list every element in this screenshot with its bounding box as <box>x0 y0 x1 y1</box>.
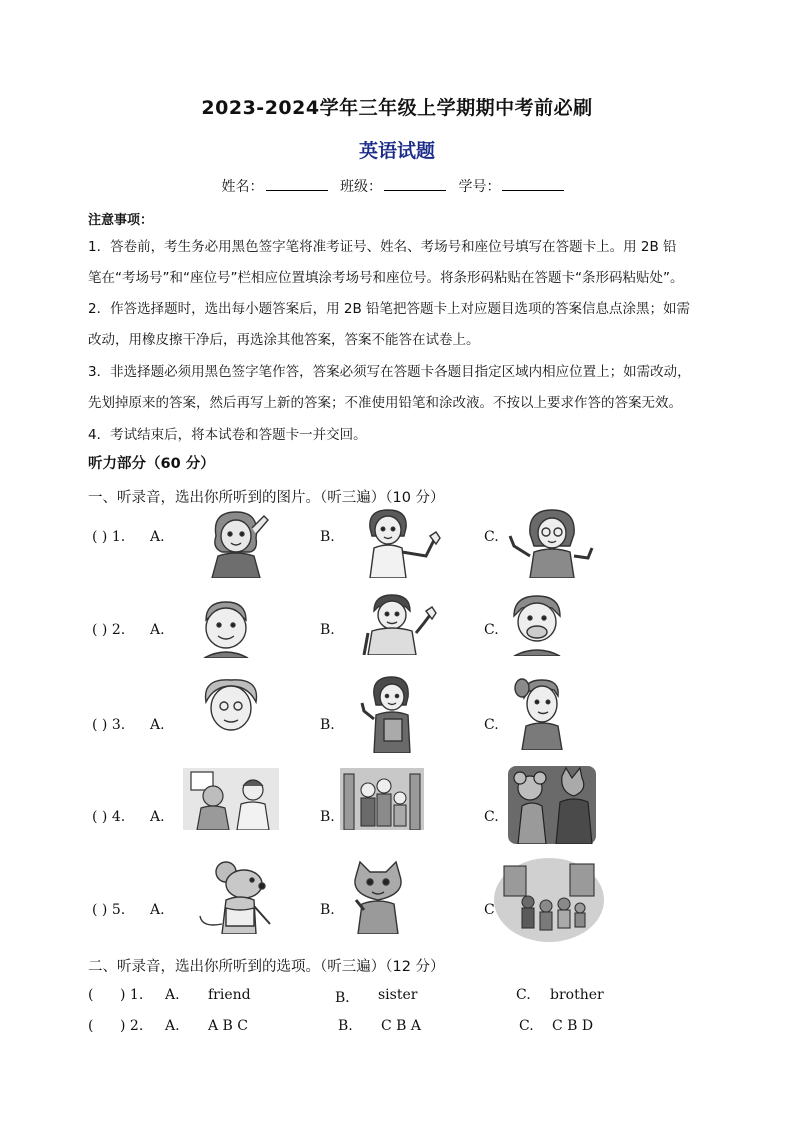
option-label-c: C. <box>516 987 531 1003</box>
notice-item-2-line-2: 改动，用橡皮擦干净后，再选涂其他答案，答案不能答在试卷上。 <box>88 332 480 348</box>
name-blank[interactable] <box>266 178 328 191</box>
notice-item-3-line-1: 3．非选择题必须用黑色签字笔作答，答案必须写在答题卡各题目指定区域内相应位置上；如需改动， <box>88 364 691 380</box>
mouse-cartoon-image[interactable] <box>196 860 278 934</box>
cat-cartoon-image[interactable] <box>348 860 408 934</box>
boy-face-image[interactable] <box>196 598 256 658</box>
option-label-b: B. <box>320 529 335 545</box>
notice-item-4: 4．考试结束后，将本试卷和答题卡一并交回。 <box>88 427 367 443</box>
question-number[interactable]: ( ) 1. <box>92 529 126 545</box>
question-number[interactable]: ( ) 2. <box>92 622 126 638</box>
option-label-a: A. <box>150 809 165 825</box>
group-characters-scene-image[interactable] <box>494 858 604 942</box>
girl-scratching-head-image[interactable] <box>202 506 272 578</box>
boy-with-backpack-image[interactable] <box>360 593 438 655</box>
option-label-a: A. <box>150 529 165 545</box>
option-label-a: A. <box>150 622 165 638</box>
option-label-c: C. <box>519 1018 534 1034</box>
option-text-c: C B D <box>552 1018 594 1034</box>
notice-item-3-line-2: 先划掉原来的答案，然后再写上新的答案；不准使用铅笔和涂改液。不按以上要求作答的答案无效。 <box>88 395 682 411</box>
question-number[interactable]: ( ) 5. <box>92 902 126 918</box>
girl-waving-image[interactable] <box>356 506 448 578</box>
option-label-a: A. <box>165 1018 180 1034</box>
boy-covering-mouth-image[interactable] <box>508 594 566 656</box>
option-label-b: B. <box>320 717 335 733</box>
question-number[interactable]: ( ) 4. <box>92 809 126 825</box>
class-label: 班级： <box>340 179 382 195</box>
answer-paren-open[interactable]: ( <box>88 987 94 1003</box>
option-text-b: sister <box>378 987 418 1003</box>
option-label-c: C. <box>484 529 499 545</box>
option-text-a: friend <box>208 987 251 1003</box>
option-label-a: A. <box>165 987 180 1003</box>
option-label-c: C <box>484 902 495 918</box>
option-label-b: B. <box>320 902 335 918</box>
option-label-c: C. <box>484 809 499 825</box>
notice-item-1-line-2: 笔在“考场号”和“座位号”栏相应位置填涂考场号和座位号。将条形码粘贴在答题卡“条形码粘贴处”。 <box>88 270 684 286</box>
class-blank[interactable] <box>384 178 446 191</box>
family-group-image[interactable] <box>340 768 424 830</box>
option-label-c: C. <box>484 717 499 733</box>
option-label-b: B． <box>335 990 360 1006</box>
answer-paren-open[interactable]: ( <box>88 1018 94 1034</box>
option-text-c: brother <box>550 987 604 1003</box>
notice-heading: 注意事项： <box>88 213 154 228</box>
woman-with-book-image[interactable] <box>356 675 426 753</box>
option-label-b: B. <box>338 1018 353 1034</box>
exam-title: 2023-2024学年三年级上学期期中考前必刷 <box>201 97 593 119</box>
option-label-c: C. <box>484 622 499 638</box>
notice-item-2-line-1: 2．作答选择题时，选出每小题答案后，用 2B 铅笔把答题卡上对应题目选项的答案信息点涂黑；如需 <box>88 301 691 317</box>
student-info-line <box>0 176 794 196</box>
id-blank[interactable] <box>502 178 564 191</box>
option-label-a: A. <box>150 902 165 918</box>
notice-item-1-line-1: 1．答卷前，考生务必用黑色签字笔将准考证号、姓名、考场号和座位号填写在答题卡上。用 2B 铅 <box>88 239 677 255</box>
option-text-b: C B A <box>381 1018 422 1034</box>
option-label-b: B. <box>320 622 335 638</box>
girl-with-glasses-image[interactable] <box>506 506 598 578</box>
classroom-scene-image[interactable] <box>183 768 279 830</box>
grandma-face-image[interactable] <box>198 676 264 738</box>
name-label: 姓名： <box>221 179 264 195</box>
exam-subtitle: 英语试题 <box>358 140 435 162</box>
option-label-a: A. <box>150 717 165 733</box>
part2-heading: 二、听录音，选出你所听到的选项。（听三遍）（12 分） <box>88 959 445 975</box>
id-label: 学号： <box>458 179 501 195</box>
mouse-and-cat-scene-image[interactable] <box>508 766 596 844</box>
part1-heading: 一、听录音，选出你所听到的图片。（听三遍）（10 分） <box>88 490 445 506</box>
question-number: ) 2. <box>120 1018 144 1034</box>
woman-with-ponytail-image[interactable] <box>508 676 572 750</box>
question-number[interactable]: ( ) 3. <box>92 717 126 733</box>
option-text-a: A B C <box>208 1018 249 1034</box>
listening-heading: 听力部分（60 分） <box>88 456 215 472</box>
option-label-b: B. <box>320 809 335 825</box>
question-number: ) 1. <box>120 987 144 1003</box>
